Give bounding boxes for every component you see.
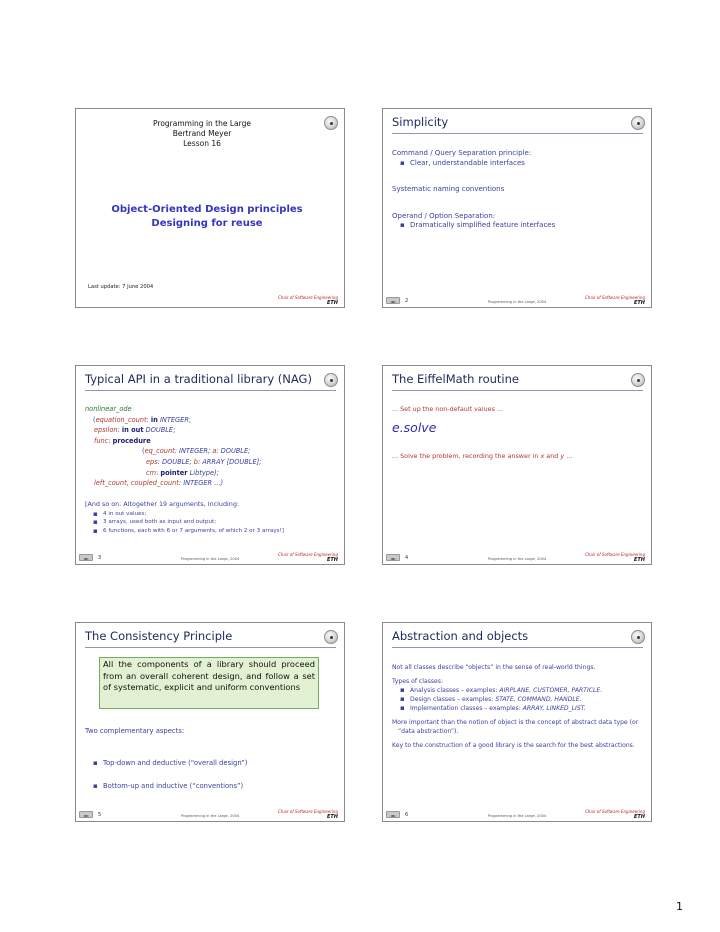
bullet-item: ▪ 6 functions, each with 6 or 7 arguments, of which 2 or 3 arrays!] (85, 527, 284, 536)
eth-logo-icon (324, 630, 338, 644)
chair-label: Chair of Software Engineering (278, 552, 338, 557)
slide-1 (75, 108, 345, 308)
slide-title: Simplicity (392, 115, 449, 129)
paragraph: More important than the notion of object is the concept of abstract data type (or “data abstraction”). (392, 719, 639, 735)
eth-label: ETH (633, 557, 645, 563)
eth-label: ETH (633, 300, 645, 306)
nav-button[interactable]: ◄► (386, 297, 400, 304)
heading-line-2: Designing for reuse (151, 218, 263, 229)
footer-text: Programming in the Large, 2004 (180, 814, 240, 818)
text-line: Systematic naming conventions (392, 185, 505, 193)
note-line: [And so on. Altogether 19 arguments, including: (85, 500, 240, 508)
paragraph: Types of classes: (392, 678, 444, 685)
slide-4 (382, 365, 652, 565)
slide-6 (382, 622, 652, 822)
text-line: ... Solve the problem, recording the answer in x and y ... (392, 452, 573, 460)
nav-button[interactable]: ◄► (79, 811, 93, 818)
course-title: Programming in the Large (153, 119, 251, 128)
slide-body (392, 149, 645, 231)
heading-line-1: Object-Oriented Design principles (111, 204, 303, 215)
bullet-item: ▪ 4 in out values; (85, 510, 284, 519)
eth-logo-icon (324, 373, 338, 387)
slide-title: Abstraction and objects (392, 629, 529, 643)
footer-text: Programming in the Large, 2004 (487, 557, 547, 561)
slide-title: Typical API in a traditional library (NAG) (85, 372, 312, 386)
chair-label: Chair of Software Engineering (585, 295, 645, 300)
slide-1-heading (76, 203, 338, 231)
slide-title: The Consistency Principle (85, 629, 233, 643)
footer-text: Programming in the Large, 2004 (487, 814, 547, 818)
last-update: Last update: 7 June 2004 (88, 284, 154, 290)
eth-label: ETH (326, 814, 338, 820)
paragraph: Not all classes describe “objects” in the sense of real-world things. (392, 664, 596, 671)
bullet-item: ▪ Implementation classes – examples: ARRAY, LINKED_LIST. (392, 704, 643, 713)
nav-button[interactable]: ◄► (386, 811, 400, 818)
footer-text: Programming in the Large, 2004 (487, 300, 547, 304)
title-rule (85, 647, 336, 648)
title-rule (85, 390, 336, 391)
eth-label: ETH (326, 557, 338, 563)
bullet-item: ▪ Analysis classes – examples: AIRPLANE, CUSTOMER, PARTICLE. (392, 686, 643, 695)
bullet-item: ▪ Bottom-up and inductive (“conventions”) (85, 782, 243, 790)
chair-label: Chair of Software Engineering (585, 809, 645, 814)
paragraph: Key to the construction of a good library is the search for the best abstractions. (392, 742, 635, 749)
title-rule (392, 647, 643, 648)
nav-button[interactable]: ◄► (386, 554, 400, 561)
slide-body (392, 663, 643, 750)
page-number: 1 (676, 900, 683, 913)
eth-logo-icon (631, 630, 645, 644)
note-block (85, 500, 284, 535)
title-rule (392, 133, 643, 134)
eth-logo-icon (631, 116, 645, 130)
text-line: Operand / Option Separation: (392, 211, 496, 220)
slide-5 (75, 622, 345, 822)
code-line: e.solve (392, 420, 437, 435)
text-line: ... Set up the non-default values ... (392, 405, 504, 413)
nav-button[interactable]: ◄► (79, 554, 93, 561)
slide-number: 4 (405, 555, 409, 561)
slide-title: The EiffelMath routine (392, 372, 519, 386)
eth-logo-icon (631, 373, 645, 387)
slide-number: 3 (98, 555, 102, 561)
bullet-item: ▪ 3 arrays, used both as input and output; (85, 518, 284, 527)
slide-number: 2 (405, 298, 409, 304)
author: Bertrand Meyer (172, 129, 232, 138)
title-rule (392, 390, 643, 391)
text-line: Two complementary aspects: (85, 727, 185, 735)
slide-number: 6 (405, 812, 409, 818)
chair-label: Chair of Software Engineering (585, 552, 645, 557)
slide-3 (75, 365, 345, 565)
chair-label: Chair of Software Engineering (278, 295, 338, 300)
slide-1-title-block (76, 119, 328, 149)
code-block: nonlinear_ode (equation_count: in INTEGER; epsilon: in out DOUBLE; func: procedure (eq_count: INTEGER; a: DOUBLE; eps: DOUBLE; b: ARRAY [DOUBLE]; cm: pointer Libtype); left_count, coupled_count: INTEGER ...) (85, 405, 262, 488)
bullet-item: ▪ Top-down and deductive (“overall design”) (85, 759, 247, 767)
principle-text: All the components of a library should proceed from an overall coherent design, and follow a set of systematic, explicit and uniform conventions (103, 659, 315, 692)
text-line: Command / Query Separation principle: (392, 149, 532, 157)
eth-label: ETH (633, 814, 645, 820)
slide-number: 5 (98, 812, 102, 818)
bullet-item: ▪ Clear, understandable interfaces (392, 159, 645, 169)
chair-label: Chair of Software Engineering (278, 809, 338, 814)
bullet-item: ▪ Dramatically simplified feature interfaces (392, 221, 645, 231)
eth-label: ETH (326, 300, 338, 306)
lesson: Lesson 16 (183, 139, 221, 148)
slide-2 (382, 108, 652, 308)
bullet-item: ▪ Design classes – examples: STATE, COMMAND, HANDLE. (392, 695, 643, 704)
footer-text: Programming in the Large, 2004 (180, 557, 240, 561)
